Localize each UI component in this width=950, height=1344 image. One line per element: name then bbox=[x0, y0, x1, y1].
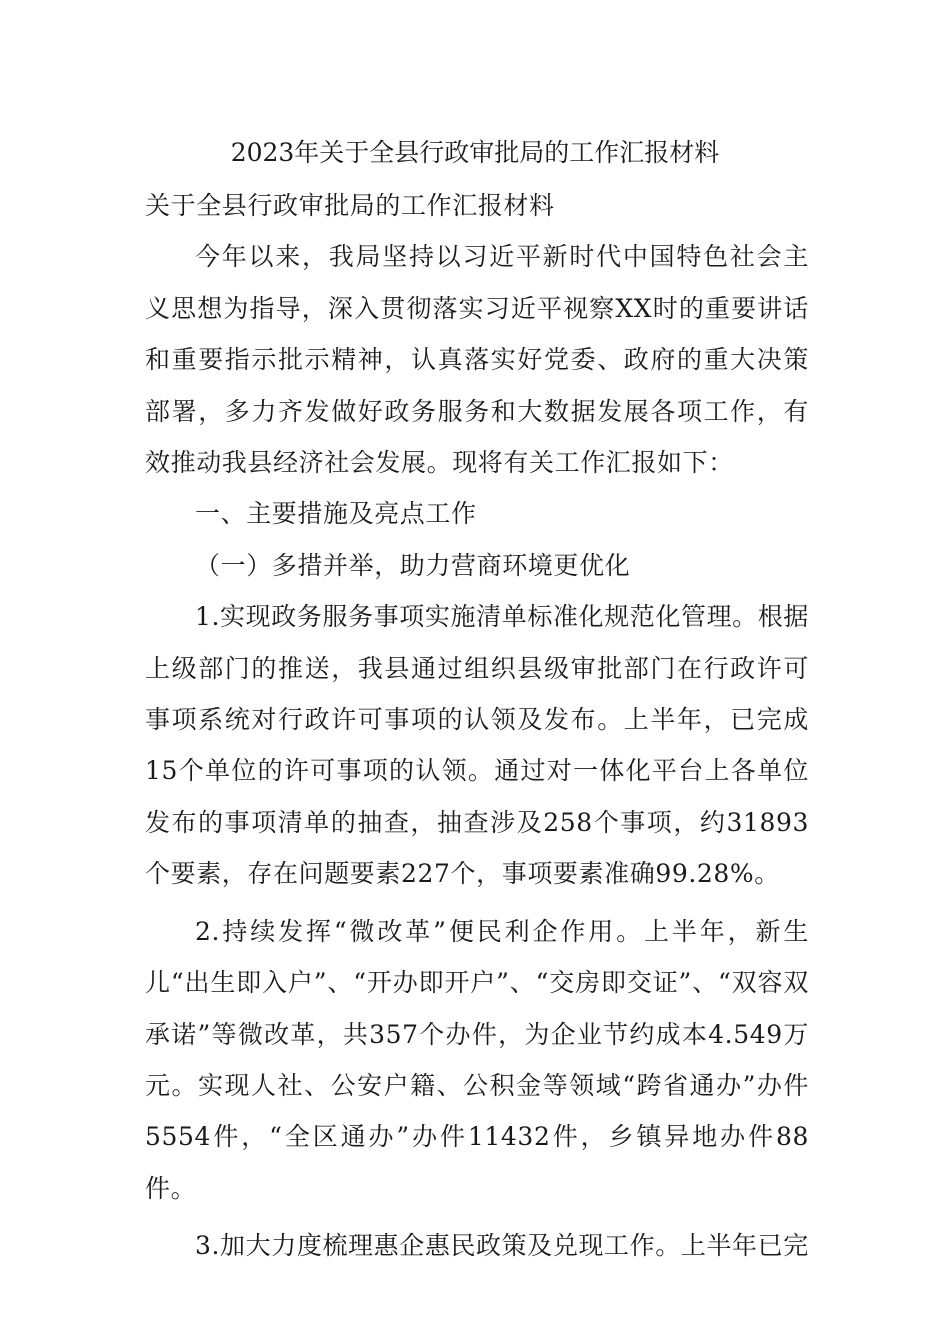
item-2-paragraph: 2.持续发挥“微改革”便民利企作用。上半年，新生儿“出生即入户”、“开办即开户”、“交房即交证”、“双容双承诺”等微改革，共357个办件，为企业节约成本4.549万元。实现人社、公安户籍、公积金等领域“跨省通办”办件5554件，“全区通办”办件11432件，乡镇异地办件88件。 bbox=[145, 916, 809, 1203]
item-3-paragraph: 3.加大力度梳理惠企惠民政策及兑现工作。上半年已完 bbox=[195, 1231, 809, 1261]
subsection-heading: （一）多措并举，助力营商环境更优化 bbox=[195, 550, 631, 580]
item-1-paragraph: 1.实现政务服务事项实施清单标准化规范化管理。根据上级部门的推送，我县通过组织县级审批部门在行政许可事项系统对行政许可事项的认领及发布。上半年，已完成15个单位的许可事项的认领。通过对一体化平台上各单位发布的事项清单的抽查，抽查涉及258个事项，约31893个要素，存在问题要素227个，事项要素准确99.28%。 bbox=[145, 602, 809, 889]
intro-paragraph: 今年以来，我局坚持以习近平新时代中国特色社会主义思想为指导，深入贯彻落实习近平视察XX时的重要讲话和重要指示批示精神，认真落实好党委、政府的重大决策部署，多力齐发做好政务服务和大数据发展各项工作，有效推动我县经济社会发展。现将有关工作汇报如下： bbox=[145, 242, 809, 478]
document-title: 2023年关于全县行政审批局的工作汇报材料 bbox=[230, 138, 720, 167]
document-body bbox=[145, 180, 809, 1272]
document-subtitle: 关于全县行政审批局的工作汇报材料 bbox=[145, 191, 555, 220]
section-heading: 一、主要措施及亮点工作 bbox=[195, 499, 477, 529]
